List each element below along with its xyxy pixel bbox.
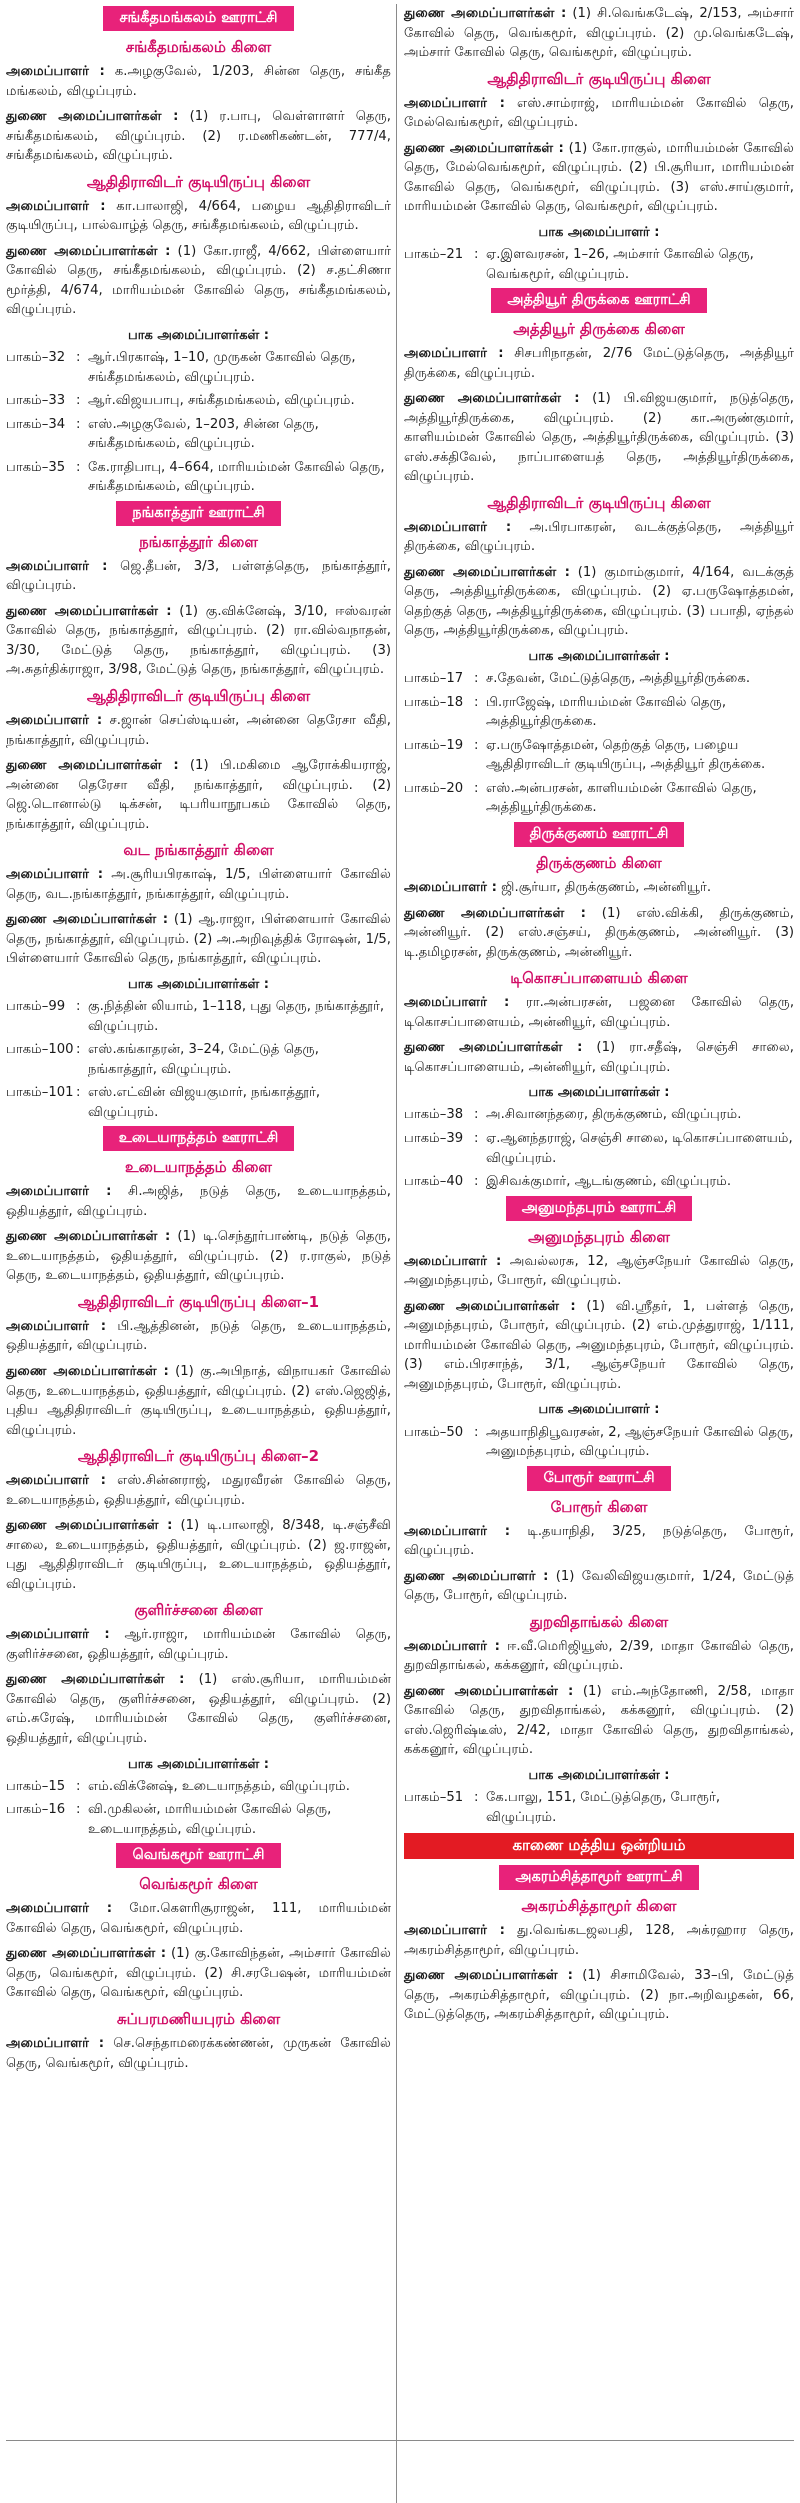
booth-member: அதயாநிதிபூவரசன், 2, ஆஞ்சநேயர் கோவில் தெரு, அனுமந்தபுரம், விழுப்புரம். — [486, 1424, 794, 1460]
member-details: (1) வி.ஸ்ரீதர், 1, பள்ளத் தெரு, அனுமந்தபுரம், போரூர், விழுப்புரம். (2) எம்.முத்துராஜ், 1/111, மாரியம்மன் கோவில் தெரு, அனுமந்தபுரம், போரூர், விழுப்புரம். (3) எம்.பிரசாந்த், 3/1, ஆஞ்சநேயர் கோவில் தெரு, அனுமந்தபுரம், போரூர், விழுப்புரம். — [404, 1298, 794, 1392]
member-details: மோ.கௌரிசூராஜன், 111, மாரியம்மன் கோவில் தெரு, வெங்கமூர், விழுப்புரம். — [6, 1901, 391, 1936]
role-label: அமைப்பாளர் : — [404, 95, 505, 111]
branch-title: வட நங்காத்தூர் கிளை — [123, 841, 274, 860]
booth-colon: : — [76, 350, 81, 366]
booth-row — [6, 1777, 391, 1797]
booth-colon: : — [76, 416, 81, 432]
role-label: அமைப்பாளர் : — [6, 2036, 104, 2052]
booth-colon: : — [76, 999, 81, 1015]
role-label: அமைப்பாளர் : — [6, 1184, 112, 1200]
booth-member: ஏ.ஆனந்தராஜ், செஞ்சி சாலை, டிகொசப்பாளையம், விழுப்புரம். — [486, 1130, 793, 1166]
booth-colon: : — [76, 1085, 81, 1101]
role-label: துணை அமைப்பாளர்கள் : — [6, 1946, 167, 1962]
role-label: அமைப்பாளர் : — [404, 995, 510, 1011]
member-entry — [6, 1227, 391, 1286]
booth-member: வி.முகிலன், மாரியம்மன் கோவில் தெரு, உடையாநத்தம், விழுப்புரம். — [88, 1802, 332, 1837]
role-label: அமைப்பாளர் : — [404, 346, 504, 362]
member-details: ஜெ.தீபன், 3/3, பள்ளத்தெரு, நங்காத்தூர், விழுப்புரம். — [6, 558, 391, 594]
role-label: துணை அமைப்பாளர்கள் : — [6, 912, 168, 928]
branch-title: ஆதிதிராவிடர் குடியிருப்பு கிளை — [86, 172, 311, 191]
booth-row — [404, 1105, 794, 1125]
member-entry — [6, 865, 391, 904]
booth-member: ஆர்.பிரகாஷ், 1–10, முருகன் கோவில் தெரு, சங்கீதமங்கலம், விழுப்புரம். — [88, 350, 356, 385]
booth-number: பாகம்–39 — [404, 1130, 464, 1146]
role-label: அமைப்பாளர் : — [6, 1627, 110, 1643]
member-entry — [404, 993, 794, 1032]
booth-row — [404, 1423, 794, 1462]
role-label: அமைப்பாளர் : — [6, 1318, 107, 1334]
booth-number: பாகம்–17 — [404, 671, 464, 687]
member-entry — [404, 1966, 794, 2025]
role-label: அமைப்பாளர் : — [6, 867, 104, 883]
branch-title: அனுமந்தபுரம் கிளை — [528, 1227, 670, 1246]
role-label: துணை அமைப்பாளர்கள் : — [404, 1683, 574, 1699]
member-entry — [404, 1038, 794, 1077]
booth-colon: : — [474, 780, 479, 796]
member-details: (1) கு.விக்னேஷ், 3/10, ஈஸ்வரன் கோவில் தெரு, நங்காத்தூர், விழுப்புரம். (2) ரா.வில்வநாதன், 3/30, மேட்டுத் தெரு, நங்காத்தூர், விழுப்புரம். (3) அ.சுதர்திக்ராஜா, 3/98, மேட்டுத் தெரு, நங்காத்தூர், விழுப்புரம். — [6, 603, 391, 678]
branch-title: டிகொசப்பாளையம் கிளை — [510, 969, 688, 988]
role-label: அமைப்பாளர் : — [6, 713, 103, 729]
booth-row — [404, 1129, 794, 1168]
booth-member: எஸ்.எட்வின் விஜயகுமார், நங்காத்தூர், விழுப்புரம். — [88, 1085, 321, 1120]
member-entry — [404, 878, 794, 898]
branch-title: சங்கீதமங்கலம் கிளை — [125, 38, 272, 57]
member-entry — [404, 1682, 794, 1760]
panchayat-banner: சங்கீதமங்கலம் ஊராட்சி — [103, 6, 293, 31]
role-label: துணை அமைப்பாளர்கள் : — [404, 140, 564, 156]
booth-member: கு.நித்தின் லியாம், 1–118, புது தெரு, நங்காத்தூர், விழுப்புரம். — [88, 999, 385, 1034]
booth-heading: பாக அமைப்பாளர் : — [538, 224, 660, 240]
member-entry — [404, 1921, 794, 1960]
booth-colon: : — [76, 1042, 81, 1058]
member-details: (1) எஸ்.விக்கி, திருக்குணம், அன்னியூர். (2) எஸ்.சஞ்சய், திருக்குணம், அன்னியூர். (3) டி.தமிழரசன், திருக்குணம், அன்னியூர். — [404, 905, 795, 960]
member-details: டி.தயாநிதி, 3/25, நடுத்தெரு, போரூர், விழுப்புரம். — [404, 1523, 794, 1559]
member-details: (1) வேலிவிஜயகுமார், 1/24, மேட்டுத் தெரு, போரூர், விழுப்புரம். — [404, 1568, 794, 1604]
member-entry — [404, 518, 794, 557]
member-details: (1) ர.பாபு, வெள்ளாளர் தெரு, சங்கீதமங்கலம், விழுப்புரம். (2) ர.மணிகண்டன், 777/4, சங்கீதமங்கலம், விழுப்புரம். — [6, 109, 392, 164]
booth-number: பாகம்–33 — [6, 393, 66, 409]
member-details: ச.ஜான் செப்ஸ்டியன், அன்னை தெரேசா வீதி, நங்காத்தூர், விழுப்புரம். — [6, 713, 392, 748]
booth-colon: : — [474, 694, 479, 710]
role-label: அமைப்பாளர் : — [404, 879, 497, 895]
member-entry — [404, 1637, 794, 1676]
member-entry — [6, 2034, 391, 2073]
booth-member: எஸ்.அன்பரசன், காளியம்மன் கோவில் தெரு, அத்தியூர்திருக்கை. — [486, 780, 757, 816]
booth-number: பாகம்–99 — [6, 999, 66, 1015]
booth-row — [6, 391, 391, 411]
role-label: துணை அமைப்பாளர்கள் : — [6, 1364, 169, 1380]
booth-row — [404, 779, 794, 818]
member-details: சிசபரிநாதன், 2/76 மேட்டுத்தெரு, அத்தியூர் திருக்கை, விழுப்புரம். — [404, 346, 794, 381]
member-details: (1) சி.வெங்கடேஷ், 2/153, அம்சார் கோவில் தெரு, வெங்கமூர், விழுப்புரம். (2) மு.வெங்கடேஷ், அம்சார் கோவில் தெரு, வெங்கமூர், விழுப்புரம். — [404, 6, 794, 61]
booth-row — [6, 1083, 391, 1122]
booth-member: எம்.விக்னேஷ், உடையாநத்தம், விழுப்புரம். — [88, 1778, 350, 1794]
member-details: அ.பிரபாகரன், வடக்குத்தெரு, அத்தியூர் திருக்கை, விழுப்புரம். — [404, 519, 794, 555]
branch-title: ஆதிதிராவிடர் குடியிருப்பு கிளை — [487, 69, 711, 88]
member-details: (1) பி.விஜயகுமார், நடுத்தெரு, அத்தியூர்திருக்கை, விழுப்புரம். (2) கா.அருண்குமார், காளியம்மன் கோவில் தெரு, அத்தியூர்திருக்கை, விழுப்புரம். (3) எஸ்.சக்திவேல், நாப்பாளையத் தெரு, அத்தியூர்திருக்கை, விழுப்புரம். — [404, 391, 794, 485]
member-details: அ.சூரியபிரகாஷ், 1/5, பிள்ளையார் கோவில் தெரு, வட.நங்காத்தூர், நங்காத்தூர், விழுப்புரம். — [6, 867, 391, 902]
member-entry — [6, 1899, 391, 1938]
booth-number: பாகம்–40 — [404, 1174, 464, 1190]
role-label: அமைப்பாளர் : — [6, 64, 105, 80]
branch-title: சுப்பரமணியபுரம் கிளை — [116, 2010, 281, 2029]
role-label: அமைப்பாளர் : — [404, 519, 512, 535]
booth-colon: : — [474, 1130, 479, 1146]
branch-title: அகரம்சித்தாமூர் கிளை — [521, 1897, 677, 1915]
member-entry — [6, 1471, 391, 1510]
role-label: துணை அமைப்பாளர்கள் : — [6, 1229, 171, 1245]
member-details: பி.ஆத்தினன், நடுத் தெரு, உடையாநத்தம், ஒதியத்தூர், விழுப்புரம். — [6, 1318, 392, 1354]
panchayat-banner: அத்தியூர் திருக்கை ஊராட்சி — [491, 288, 706, 313]
booth-number: பாகம்–101 — [6, 1085, 74, 1101]
booth-number: பாகம்–35 — [6, 459, 66, 475]
booth-member: இசிவக்குமார், ஆடங்குணம், விழுப்புரம். — [486, 1174, 732, 1190]
booth-member: கே.ராதிபாபு, 4–664, மாரியம்மன் கோவில் தெரு, சங்கீதமங்கலம், விழுப்புரம். — [88, 459, 385, 495]
booth-member: எஸ்.கங்காதரன், 3–24, மேட்டுத் தெரு, நங்காத்தூர், விழுப்புரம். — [88, 1042, 319, 1077]
booth-colon: : — [76, 393, 81, 409]
role-label: துணை அமைப்பாளர்கள் : — [404, 564, 570, 580]
member-entry — [6, 242, 391, 320]
union-banner: காணை மத்திய ஒன்றியம் — [404, 1833, 794, 1859]
member-details: ஈ.வீ.மெரிஜியூஸ், 2/39, மாதா கோவில் தெரு, துறவிதாங்கல், கக்கனூர், விழுப்புரம். — [404, 1638, 794, 1674]
booth-heading: பாக அமைப்பாளர் : — [538, 1402, 660, 1418]
booth-number: பாகம்–19 — [404, 737, 464, 753]
booth-colon: : — [474, 1790, 479, 1806]
role-label: அமைப்பாளர் : — [404, 1253, 502, 1269]
member-entry — [404, 1567, 794, 1606]
booth-colon: : — [474, 737, 479, 753]
member-details: (1) ரா.சதீஷ், செஞ்சி சாலை, டிகொசப்பாளையம், அன்னியூர், விழுப்புரம். — [404, 1040, 794, 1075]
member-entry — [404, 1252, 794, 1291]
booth-heading: பாக அமைப்பாளர்கள் : — [528, 1085, 670, 1101]
member-details: ஆர்.ராஜா, மாரியம்மன் கோவில் தெரு, குளிர்ச்சனை, ஒதியத்தூர், விழுப்புரம். — [6, 1627, 392, 1662]
member-entry — [404, 344, 794, 383]
booth-colon: : — [76, 459, 81, 475]
member-details: (1) ஆ.ராஜா, பிள்ளையார் கோவில் தெரு, நங்காத்தூர், விழுப்புரம். (2) அ.அறிவுத்திக் ரோஷன், 1/5, பிள்ளையார் கோவில் தெரு, நங்காத்தூர், விழுப்புரம். — [6, 912, 391, 967]
member-details: ரா.அன்பரசன், பஜனை கோவில் தெரு, டிகொசப்பாளையம், அன்னியூர், விழுப்புரம். — [404, 995, 795, 1030]
member-details: (1) கோ.ராகுல், மாரியம்மன் கோவில் தெரு, மேல்வெங்கமூர், விழுப்புரம். (2) பி.சூரியா, மாரியம்மன் கோவில் தெரு, வெங்கமூர், விழுப்புரம். (3) எஸ்.சாய்குமார், மாரியம்மன் கோவில் தெரு, வெங்கமூர், விழுப்புரம். — [404, 140, 795, 215]
role-label: துணை அமைப்பாளர்கள் : — [404, 1040, 583, 1056]
booth-number: பாகம்–20 — [404, 780, 464, 796]
booth-heading: பாக அமைப்பாளர்கள் : — [528, 649, 670, 664]
left-column — [6, 4, 397, 2503]
booth-member: எஸ்.அழகுவேல், 1–203, சின்ன தெரு, சங்கீதமங்கலம், விழுப்புரம். — [88, 416, 319, 452]
booth-number: பாகம்–51 — [404, 1790, 464, 1806]
booth-row — [404, 245, 794, 284]
member-entry — [6, 756, 391, 834]
booth-member: ஏ.இளவரசன், 1–26, அம்சார் கோவில் தெரு, வெங்கமூர், விழுப்புரம். — [486, 247, 754, 282]
role-label: துணை அமைப்பாளர்கள் : — [6, 243, 171, 259]
branch-title: ஆதிதிராவிடர் குடியிருப்பு கிளை — [86, 687, 311, 706]
booth-number: பாகம்–16 — [6, 1802, 66, 1818]
booth-row — [6, 348, 391, 387]
member-entry — [404, 904, 794, 963]
booth-colon: : — [76, 1802, 81, 1818]
booth-member: அ.சிவானந்தரை, திருக்குணம், விழுப்புரம். — [486, 1107, 742, 1123]
booth-row — [404, 693, 794, 732]
role-label: துணை அமைப்பாளர் : — [404, 1568, 549, 1584]
booth-number: பாகம்–38 — [404, 1107, 464, 1123]
role-label: அமைப்பாளர் : — [404, 1523, 511, 1539]
member-details: எஸ்.சின்னராஜ், மதுரவீரன் கோவில் தெரு, உடையாநத்தம், ஒதியத்தூர், விழுப்புரம். — [6, 1473, 392, 1508]
booth-member: கே.பாலு, 151, மேட்டுத்தெரு, போரூர், விழுப்புரம். — [486, 1790, 721, 1825]
booth-colon: : — [474, 671, 479, 687]
booth-member: ச.தேவன், மேட்டுத்தெரு, அத்தியூர்திருக்கை. — [486, 671, 751, 687]
booth-number: பாகம்–18 — [404, 694, 464, 710]
member-details: செ.செந்தாமரைக்கண்ணன், முருகன் கோவில் தெரு, வெங்கமூர், விழுப்புரம். — [6, 2036, 391, 2071]
role-label: அமைப்பாளர் : — [404, 1923, 505, 1938]
booth-heading: பாக அமைப்பாளர்கள் : — [128, 976, 269, 992]
role-label: துணை அமைப்பாளர்கள் : — [404, 1298, 576, 1314]
member-entry — [6, 1362, 391, 1440]
member-entry — [6, 1516, 391, 1594]
booth-row — [404, 736, 794, 775]
branch-title: துறவிதாங்கல் கிளை — [529, 1612, 669, 1631]
booth-row — [6, 415, 391, 454]
booth-row — [6, 1040, 391, 1079]
member-details: (1) கு.கோவிந்தன், அம்சார் கோவில் தெரு, வெங்கமூர், விழுப்புரம். (2) சி.சரபேஷன், மாரியம்மன் கோவில் தெரு, வெங்கமூர், விழுப்புரம். — [6, 1946, 391, 2001]
booth-heading: பாக அமைப்பாளர்கள் : — [128, 327, 269, 343]
member-entry — [404, 94, 794, 133]
member-details: (1) பி.மகிமை ஆரோக்கியராஜ், அன்னை தெரேசா வீதி, நங்காத்தூர், விழுப்புரம். (2) ஜெ.டொனால்டு டிக்சன், டிபரியாநூபகம் கோவில் தெரு, நங்காத்தூர், விழுப்புரம். — [6, 758, 391, 832]
member-details: து.வெங்கடஜலபதி, 128, அக்ரஹார தெரு, அகரம்சித்தாமூர், விழுப்புரம். — [404, 1923, 794, 1958]
booth-heading: பாக அமைப்பாளர்கள் : — [128, 1756, 269, 1772]
panchayat-banner: அனுமந்தபுரம் ஊராட்சி — [506, 1196, 693, 1221]
member-details: (1) சிசாமிவேல், 33–பி, மேட்டுத் தெரு, அகரம்சித்தாமூர், விழுப்புரம். (2) நா.அறிவழகன், 66, மேட்டுத்தெரு, அகரம்சித்தாமூர், விழுப்புரம். — [404, 1968, 794, 2023]
member-details: (1) குமாம்குமார், 4/164, வடக்குத் தெரு, அத்தியூர்திருக்கை, விழுப்புரம். (2) ஏ.பருஷோத்தமன், தெற்குத் தெரு, அத்தியூர்திருக்கை, விழுப்புரம். (3) பபாதி, ஏந்தல் தெரு, அத்தியூர்திருக்கை, விழுப்புரம். — [404, 564, 794, 639]
member-details: (1) டி.பாலாஜி, 8/348, டி.சஞ்சீவி சாலை, உடையாநத்தம், ஒதியத்தூர், விழுப்புரம். (2) ஜ.ராஜன், புது ஆதிதிராவிடர் குடியிருப்பு, உடையாநத்தம், ஒதியத்தூர், விழுப்புரம். — [6, 1518, 391, 1592]
member-entry — [404, 1522, 794, 1561]
booth-number: பாகம்–34 — [6, 416, 66, 432]
panchayat-banner: நங்காத்தூர் ஊராட்சி — [116, 501, 280, 526]
panchayat-banner: உடையாநத்தம் ஊராட்சி — [103, 1126, 295, 1151]
member-entry — [6, 557, 391, 596]
bottom-rule — [6, 2440, 794, 2441]
role-label: துணை அமைப்பாளர்கள் : — [6, 758, 179, 774]
role-label: துணை அமைப்பாளர்கள் : — [6, 1672, 185, 1688]
member-details: எஸ்.சாம்ராஜ், மாரியம்மன் கோவில் தெரு, மேல்வெங்கமூர், விழுப்புரம். — [404, 95, 794, 131]
booth-colon: : — [474, 1107, 479, 1123]
member-details: (1) டி.செந்தூர்பாண்டி, நடுத் தெரு, உடையாநத்தம், ஒதியத்தூர், விழுப்புரம். (2) ர.ராகுல், நடுத் தெரு, உடையாநத்தம், ஒதியத்தூர், விழுப்புரம். — [6, 1229, 391, 1284]
booth-colon: : — [474, 1174, 479, 1190]
branch-title: ஆதிதிராவிடர் குடியிருப்பு கிளை–2 — [77, 1447, 320, 1466]
right-column — [403, 4, 794, 2503]
role-label: துணை அமைப்பாளர்கள் : — [404, 391, 580, 407]
member-entry — [6, 62, 391, 101]
member-entry — [6, 1625, 391, 1664]
role-label: அமைப்பாளர் : — [404, 1638, 500, 1654]
member-entry — [6, 711, 391, 750]
member-entry — [6, 1317, 391, 1356]
branch-title: திருக்குணம் கிளை — [536, 853, 662, 872]
booth-row — [404, 1172, 794, 1192]
role-label: துணை அமைப்பாளர்கள் : — [404, 6, 567, 21]
branch-title: ஆதிதிராவிடர் குடியிருப்பு கிளை–1 — [77, 1292, 320, 1311]
role-label: துணை அமைப்பாளர்கள் : — [404, 1968, 573, 1984]
role-label: துணை அமைப்பாளர்கள் : — [6, 109, 179, 125]
branch-title: குளிர்ச்சனை கிளை — [134, 1601, 263, 1620]
panchayat-banner: அகரம்சித்தாமூர் ஊராட்சி — [499, 1865, 698, 1890]
branch-title: உடையாநத்தம் கிளை — [125, 1158, 272, 1177]
panchayat-banner: வெங்கமூர் ஊராட்சி — [116, 1843, 280, 1868]
member-details: (1) எஸ்.சூரியா, மாரியம்மன் கோவில் தெரு, குளிர்ச்சனை, ஒதியத்தூர், விழுப்புரம். (2) எம்.சுரேஷ், மாரியம்மன் கோவில் தெரு, குளிர்ச்சனை, ஒதியத்தூர், விழுப்புரம். — [6, 1672, 391, 1746]
member-entry — [404, 389, 794, 487]
role-label: அமைப்பாளர் : — [6, 1901, 113, 1917]
member-entry — [404, 1297, 794, 1395]
booth-number: பாகம்–100 — [6, 1042, 74, 1058]
panchayat-banner: போரூர் ஊராட்சி — [527, 1466, 670, 1491]
member-entry — [6, 602, 391, 680]
role-label: துணை அமைப்பாளர்கள் : — [6, 603, 172, 619]
booth-number: பாகம்–32 — [6, 350, 66, 366]
booth-colon: : — [76, 1778, 81, 1794]
member-details: (1) எம்.அந்தோணி, 2/58, மாதா கோவில் தெரு, துறவிதாங்கல், கக்கனூர், விழுப்புரம். (2) எஸ்.ஜெரிஷ்டீஸ், 2/42, மாதா கோவில் தெரு, துறவிதாங்கல், கக்கனூர், விழுப்புரம். — [404, 1683, 794, 1758]
member-entry — [404, 4, 794, 63]
member-details: (1) கோ.ராஜீ, 4/662, பிள்ளையார் கோவில் தெரு, சங்கீதமங்கலம், விழுப்புரம். (2) ச.தட்சிணா மூர்த்தி, 4/674, மாரியம்மன் கோவில் தெரு, சங்கீதமங்கலம், விழுப்புரம். — [6, 243, 391, 318]
booth-row — [404, 669, 794, 689]
member-details: (1) கு.அபிநாத், விநாயகர் கோவில் தெரு, உடையாநத்தம், ஒதியத்தூர், விழுப்புரம். (2) எஸ்.ஜெஜித், புதிய ஆதிதிராவிடர் குடியிருப்பு, உடையாநத்தம், ஒதியத்தூர், விழுப்புரம். — [6, 1364, 391, 1438]
booth-row — [6, 458, 391, 497]
member-entry — [6, 107, 391, 166]
role-label: அமைப்பாளர் : — [6, 558, 108, 574]
booth-member: ஏ.பருஷோத்தமன், தெற்குத் தெரு, பழைய ஆதிதிராவிடர் குடியிருப்பு, அத்தியூர் திருக்கை. — [486, 737, 766, 773]
panchayat-banner: திருக்குணம் ஊராட்சி — [514, 822, 685, 847]
branch-title: வெங்கமூர் கிளை — [139, 1875, 258, 1894]
role-label: அமைப்பாளர் : — [6, 1473, 106, 1489]
booth-row — [6, 997, 391, 1036]
booth-member: ஆர்.விஜயபாபு, சங்கீதமங்கலம், விழுப்புரம். — [88, 393, 355, 409]
booth-row — [6, 1800, 391, 1839]
booth-member: பி.ராஜேஷ், மாரியம்மன் கோவில் தெரு, அத்தியூர்திருக்கை. — [486, 694, 727, 730]
member-details: சி.அஜித், நடுத் தெரு, உடையாநத்தம், ஒதியத்தூர், விழுப்புரம். — [6, 1184, 391, 1219]
member-entry — [404, 139, 794, 217]
member-details: க.அழகுவேல், 1/203, சின்ன தெரு, சங்கீத மங்கலம், விழுப்புரம். — [6, 64, 391, 99]
member-details: அவல்லரசு, 12, ஆஞ்சநேயர் கோவில் தெரு, அனுமந்தபுரம், போரூர், விழுப்புரம். — [404, 1253, 794, 1289]
branch-title: நங்காத்தூர் கிளை — [139, 532, 258, 551]
booth-colon: : — [474, 1424, 479, 1440]
member-entry — [6, 1182, 391, 1221]
role-label: துணை அமைப்பாளர்கள் : — [6, 1518, 173, 1534]
booth-heading: பாக அமைப்பாளர்கள் : — [528, 1767, 670, 1783]
booth-number: பாகம்–15 — [6, 1778, 66, 1794]
booth-row — [404, 1788, 794, 1827]
member-entry — [6, 1670, 391, 1748]
member-entry — [6, 910, 391, 969]
branch-title: போரூர் கிளை — [550, 1497, 648, 1516]
booth-number: பாகம்–50 — [404, 1424, 464, 1440]
member-details: ஜி.சூர்யா, திருக்குணம், அன்னியூர். — [496, 879, 712, 895]
role-label: அமைப்பாளர் : — [6, 198, 106, 214]
member-entry — [6, 197, 391, 236]
branch-title: ஆதிதிராவிடர் குடியிருப்பு கிளை — [487, 493, 711, 512]
booth-colon: : — [474, 247, 479, 263]
member-details: கா.பாலாஜி, 4/664, பழைய ஆதிதிராவிடர் குடியிருப்பு, பால்வாழ்த் தெரு, சங்கீதமங்கலம், விழுப்புரம். — [6, 198, 391, 234]
booth-number: பாகம்–21 — [404, 247, 464, 263]
role-label: துணை அமைப்பாளர்கள் : — [404, 905, 586, 921]
member-entry — [6, 1944, 391, 2003]
branch-title: அத்தியூர் திருக்கை கிளை — [513, 320, 685, 339]
member-entry — [404, 563, 794, 641]
